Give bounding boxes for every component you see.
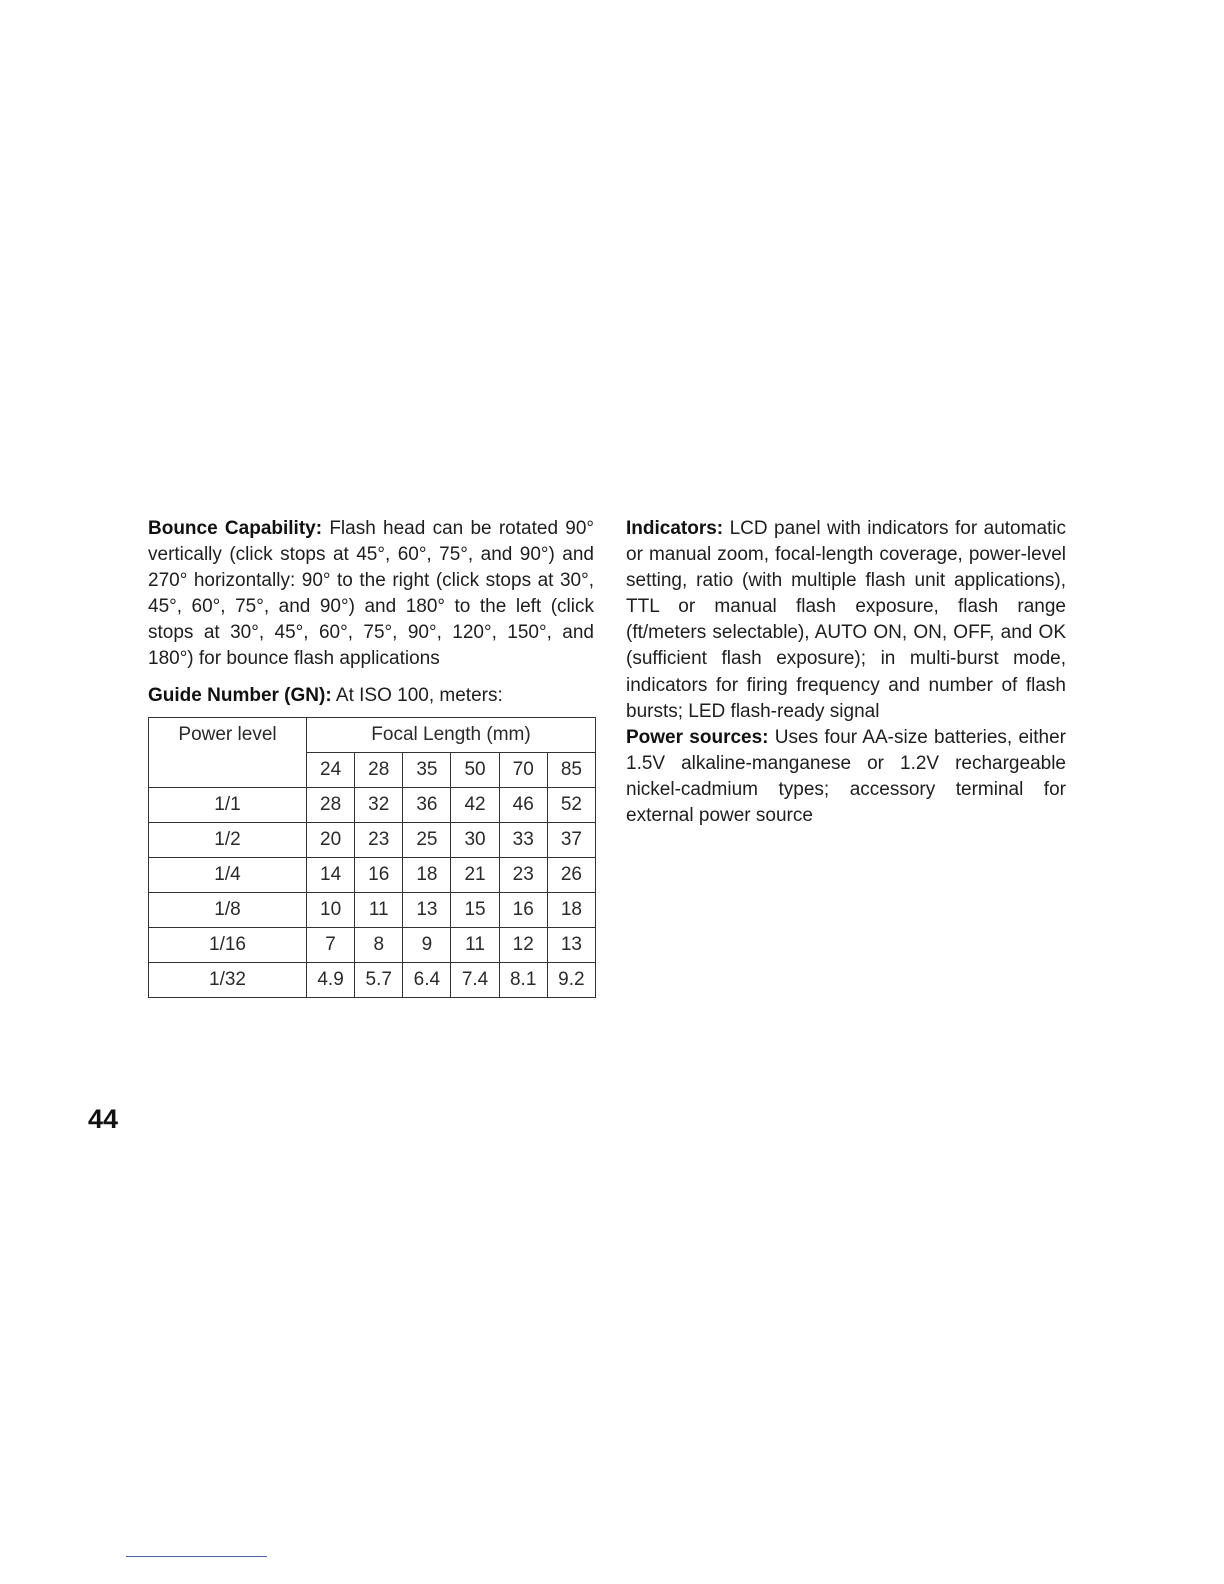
focal-length-header: Focal Length (mm) bbox=[307, 717, 596, 752]
power-level-cell: 1/4 bbox=[149, 857, 307, 892]
gn-value-cell: 9.2 bbox=[547, 962, 595, 997]
gn-value-cell: 13 bbox=[403, 892, 451, 927]
focal-length-cell: 28 bbox=[355, 752, 403, 787]
gn-value-cell: 26 bbox=[547, 857, 595, 892]
focal-length-cell: 24 bbox=[307, 752, 355, 787]
page-number: 44 bbox=[88, 1104, 119, 1134]
power-sources-paragraph bbox=[626, 725, 1066, 829]
gn-value-cell: 42 bbox=[451, 787, 499, 822]
gn-value-cell: 8.1 bbox=[499, 962, 547, 997]
power-level-cell: 1/32 bbox=[149, 962, 307, 997]
gn-value-cell: 5.7 bbox=[355, 962, 403, 997]
focal-length-cell: 85 bbox=[547, 752, 595, 787]
table-row bbox=[149, 962, 596, 997]
gn-value-cell: 33 bbox=[499, 822, 547, 857]
guide-number-table bbox=[148, 717, 596, 998]
gn-value-cell: 28 bbox=[307, 787, 355, 822]
bounce-capability-text: Flash head can be rotated 90° vertically (click stops at 45°, 60°, 75°, and 90°) and 270° horizontally: 90° to the right (click stops at 30°, 45°, 60°, 75°, and 90°) and 180° to the left (click stops at 30°, 45°, 60°, 75°, 90°, 120°, 150°, and 180°) for bounce flash applications bbox=[148, 518, 595, 670]
gn-value-cell: 37 bbox=[547, 822, 595, 857]
table-header-row bbox=[149, 717, 596, 752]
focal-length-cell: 70 bbox=[499, 752, 547, 787]
power-level-cell: 1/16 bbox=[149, 927, 307, 962]
gn-value-cell: 12 bbox=[499, 927, 547, 962]
left-column bbox=[148, 516, 594, 998]
gn-value-cell: 23 bbox=[355, 822, 403, 857]
guide-number-text: At ISO 100, meters: bbox=[335, 684, 503, 706]
footer-rule bbox=[126, 1556, 267, 1557]
focal-length-cell: 50 bbox=[451, 752, 499, 787]
gn-value-cell: 16 bbox=[499, 892, 547, 927]
guide-number-heading: Guide Number (GN): bbox=[148, 684, 332, 706]
power-sources-text: Uses four AA-size batteries, either 1.5V alkaline-manganese or 1.2V rechargeable nickel-cadmium types; accessory terminal for external power source bbox=[626, 726, 1066, 827]
power-level-cell: 1/2 bbox=[149, 822, 307, 857]
gn-value-cell: 52 bbox=[547, 787, 595, 822]
indicators-heading: Indicators: bbox=[626, 518, 724, 539]
table-row bbox=[149, 822, 596, 857]
bounce-capability-paragraph bbox=[148, 516, 594, 673]
gn-value-cell: 16 bbox=[355, 857, 403, 892]
gn-value-cell: 30 bbox=[451, 822, 499, 857]
gn-value-cell: 46 bbox=[499, 787, 547, 822]
table-row bbox=[149, 787, 596, 822]
gn-value-cell: 11 bbox=[451, 927, 499, 962]
gn-value-cell: 18 bbox=[403, 857, 451, 892]
gn-value-cell: 20 bbox=[307, 822, 355, 857]
gn-value-cell: 23 bbox=[499, 857, 547, 892]
power-sources-heading: Power sources: bbox=[626, 726, 769, 748]
power-level-header: Power level bbox=[149, 717, 307, 787]
gn-value-cell: 7 bbox=[307, 927, 355, 962]
table-row bbox=[149, 857, 596, 892]
indicators-text: LCD panel with indicators for automatic or manual zoom, focal-length coverage, power-level setting, ratio (with multiple flash unit applications), TTL or manual flash exposure, flash range (ft/meters selectable), AUTO ON, ON, OFF, and OK (sufficient flash exposure); in multi-burst mode, indicators for firing frequency and number of flash bursts; LED flash-ready signal bbox=[626, 518, 1067, 722]
gn-value-cell: 14 bbox=[307, 857, 355, 892]
gn-value-cell: 7.4 bbox=[451, 962, 499, 997]
gn-value-cell: 25 bbox=[403, 822, 451, 857]
gn-value-cell: 36 bbox=[403, 787, 451, 822]
gn-value-cell: 15 bbox=[451, 892, 499, 927]
gn-value-cell: 11 bbox=[355, 892, 403, 927]
table-row bbox=[149, 927, 596, 962]
gn-value-cell: 4.9 bbox=[307, 962, 355, 997]
focal-length-cell: 35 bbox=[403, 752, 451, 787]
table-row bbox=[149, 892, 596, 927]
gn-value-cell: 8 bbox=[355, 927, 403, 962]
gn-value-cell: 18 bbox=[547, 892, 595, 927]
indicators-paragraph bbox=[626, 516, 1066, 725]
gn-value-cell: 9 bbox=[403, 927, 451, 962]
gn-value-cell: 32 bbox=[355, 787, 403, 822]
gn-value-cell: 21 bbox=[451, 857, 499, 892]
right-column bbox=[626, 516, 1066, 829]
power-level-cell: 1/1 bbox=[149, 787, 307, 822]
bounce-capability-heading: Bounce Capability: bbox=[148, 518, 323, 539]
power-level-cell: 1/8 bbox=[149, 892, 307, 927]
gn-value-cell: 10 bbox=[307, 892, 355, 927]
gn-value-cell: 13 bbox=[547, 927, 595, 962]
gn-value-cell: 6.4 bbox=[403, 962, 451, 997]
guide-number-line bbox=[148, 683, 594, 709]
